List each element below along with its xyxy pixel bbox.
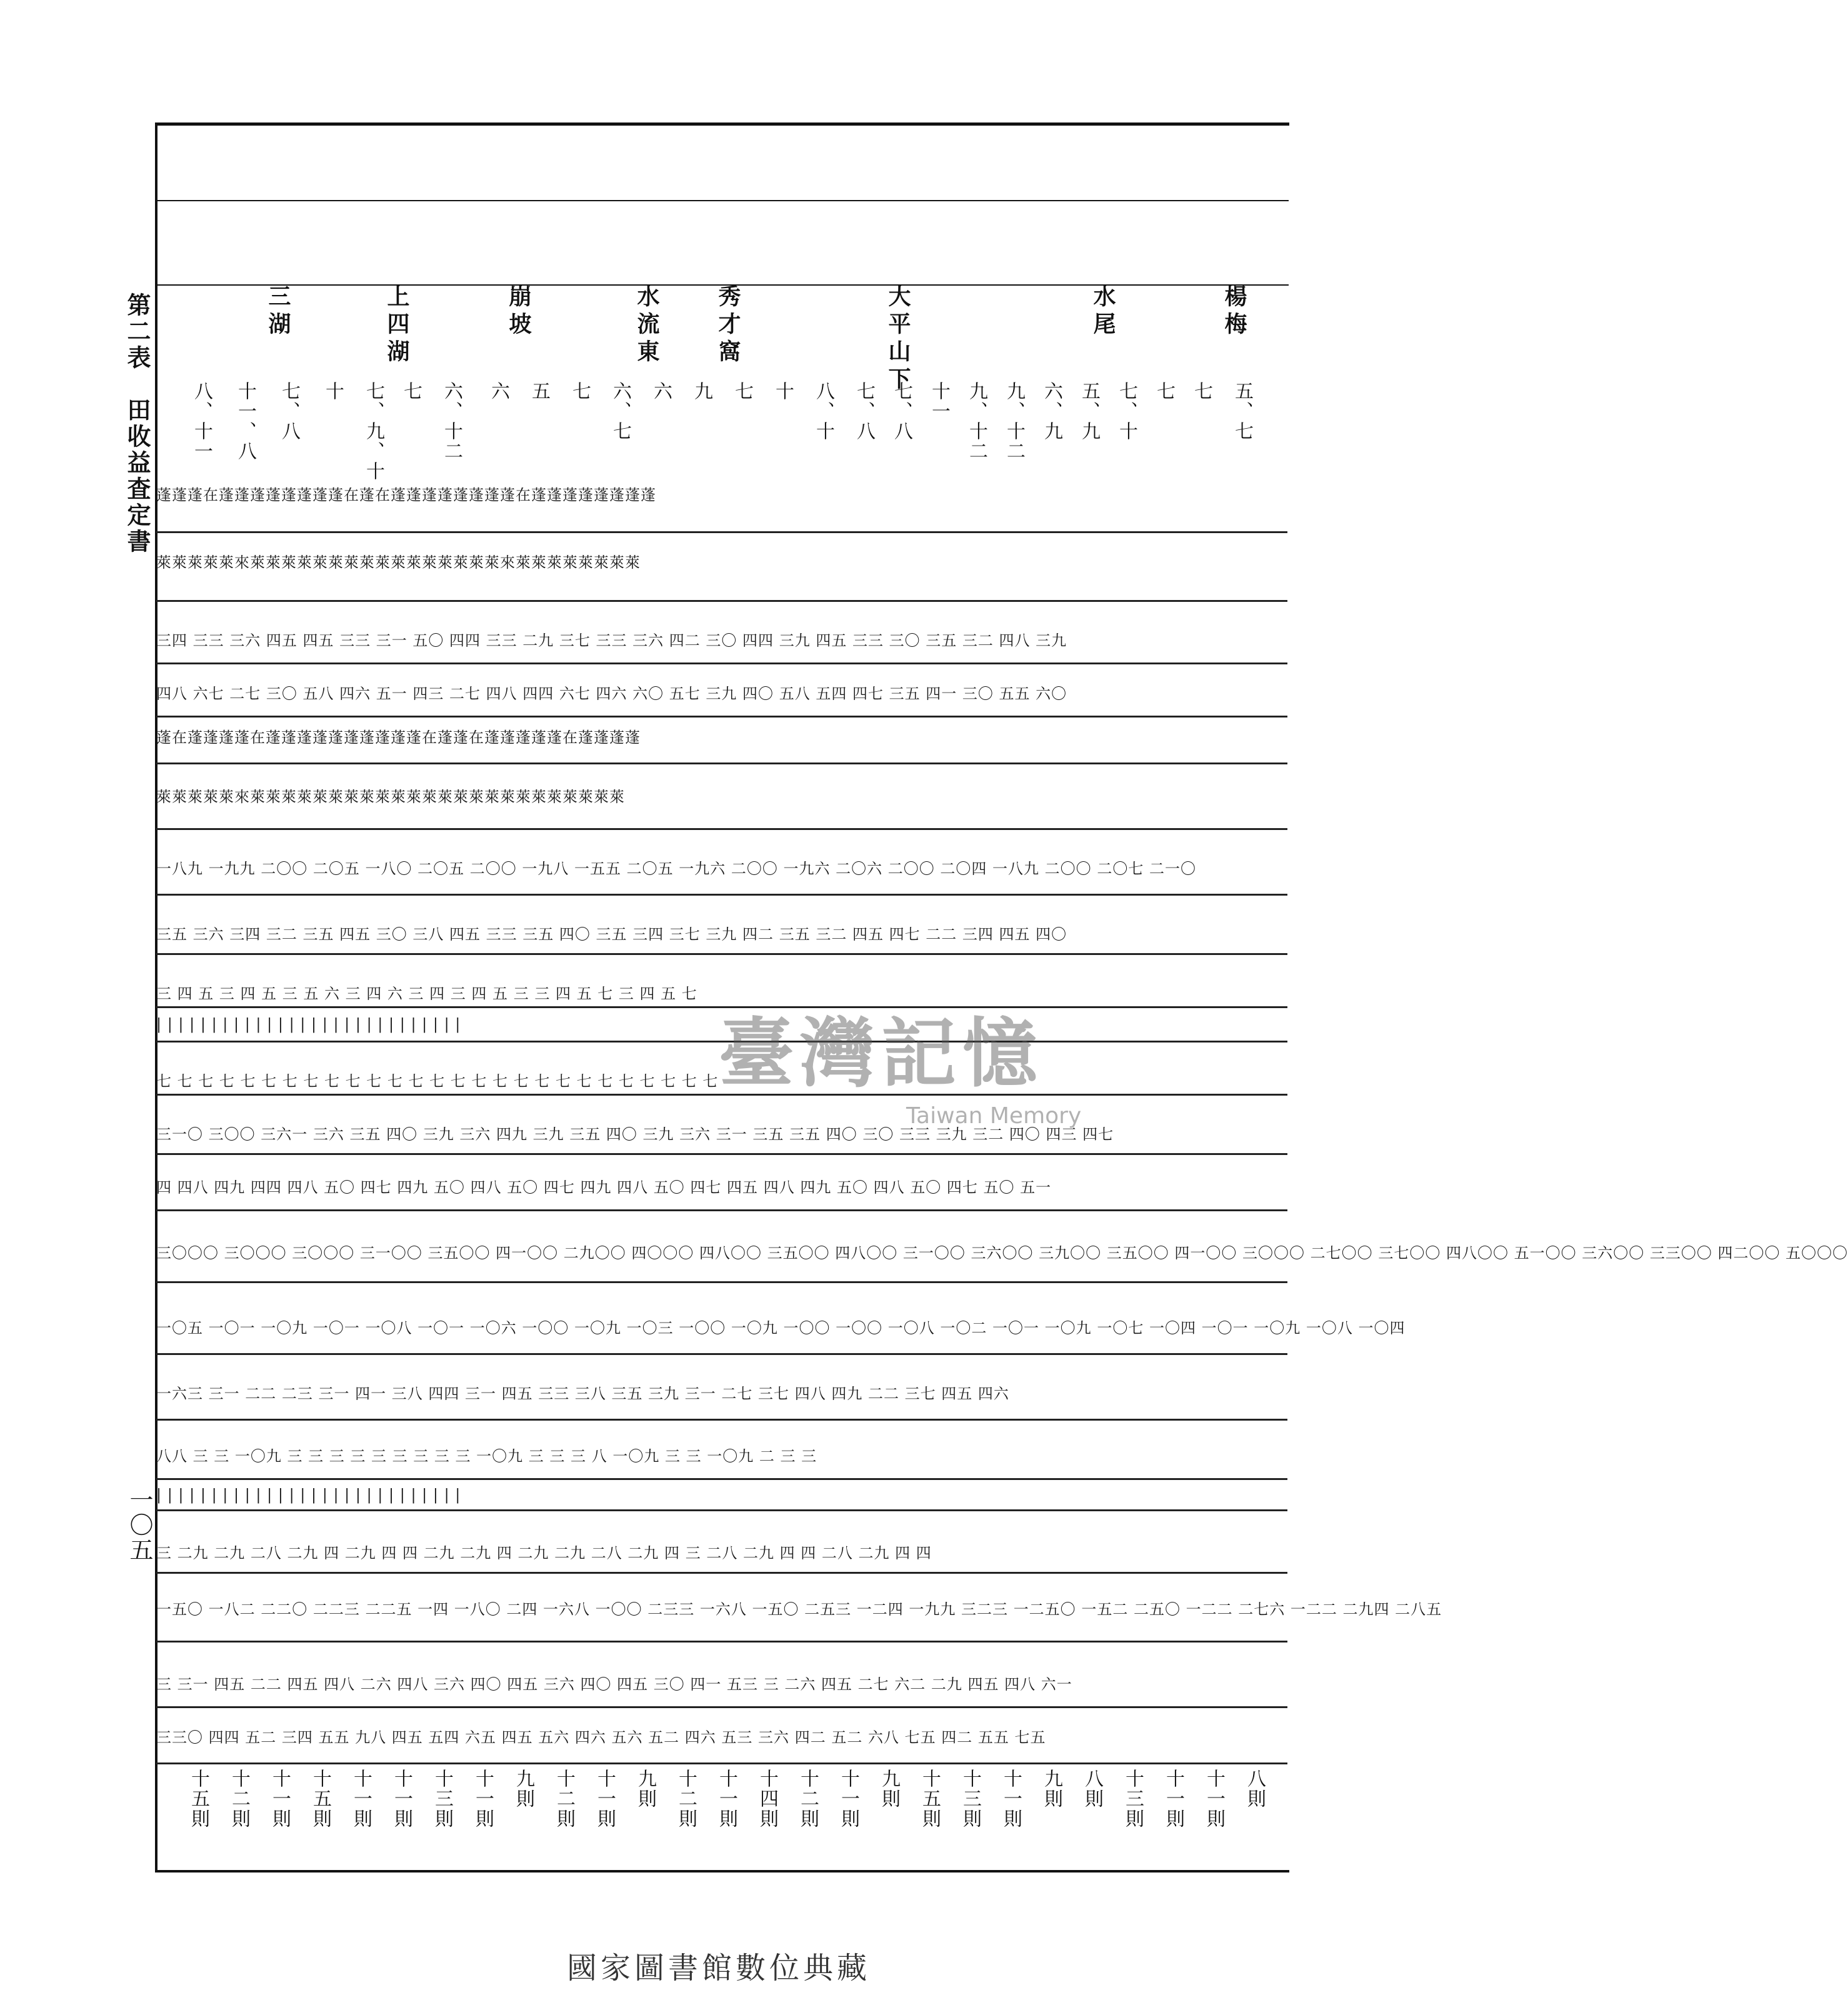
- data-row: 三五 三六 三四 三二 三五 四五 三〇 三八 四五 三三 三五 四〇 三五 三四 三七 三九 四二 三五 三二 四五 四七 二二 三四 四五 四〇: [156, 926, 1067, 943]
- grade-cell: 十三則: [1122, 1769, 1144, 1829]
- row-rule: [156, 1641, 1287, 1642]
- data-row: 一〇五 一〇一 一〇九 一〇一 一〇八 一〇一 一〇六 一〇〇 一〇九 一〇三 一〇〇 一〇九 一〇〇 一〇〇 一〇八 一〇二 一〇一 一〇九 一〇七 一〇四 一〇一 一〇九 一〇八 一〇四: [156, 1319, 1406, 1337]
- watermark: [719, 994, 1131, 1129]
- cell-value: 七、十: [1116, 381, 1137, 441]
- row-rule: [156, 1478, 1287, 1480]
- cell-value: 十: [322, 381, 344, 401]
- row-rule: [156, 1706, 1287, 1708]
- cell-value: 八、十一: [191, 381, 212, 461]
- row-rule: [156, 1209, 1287, 1211]
- cell-value: 七: [569, 381, 591, 401]
- cell-value: 七、九、十: [362, 381, 384, 481]
- cell-value: 五、九: [1078, 381, 1100, 441]
- cell-value: 七: [1153, 381, 1175, 401]
- grade-cell: 十一則: [1203, 1769, 1225, 1829]
- data-row: 萊萊萊萊萊來萊萊萊萊萊萊萊萊萊萊萊萊萊萊萊萊來萊萊萊萊萊萊萊萊: [156, 554, 641, 571]
- data-row: 一八九 一九九 二〇〇 二〇五 一八〇 二〇五 二〇〇 一九八 一五五 二〇五 一九六 二〇〇 一九六 二〇六 二〇〇 二〇四 一八九 二〇〇 二〇七 二一〇: [156, 860, 1196, 878]
- grade-cell: 十一則: [716, 1769, 737, 1829]
- grade-cell: 十一則: [269, 1769, 291, 1829]
- row-rule: [156, 1419, 1287, 1421]
- cell-value: 五: [528, 381, 550, 401]
- header-rule: [157, 200, 1289, 201]
- data-row: 三 四 五 三 四 五 三 五 六 三 四 六 三 四 三 四 五 三 三 四 五 七 三 四 五 七: [156, 985, 697, 1002]
- data-row: 蓬在蓬蓬蓬蓬在蓬蓬蓬蓬蓬蓬蓬蓬蓬蓬在蓬蓬在蓬蓬蓬蓬蓬在蓬蓬蓬蓬: [156, 729, 641, 746]
- page-number: 一〇五: [126, 1488, 153, 1562]
- grade-cell: 十一則: [1000, 1769, 1022, 1829]
- cell-value: 六、十二: [441, 381, 462, 461]
- watermark-cjk: 臺灣記憶: [719, 1009, 1044, 1098]
- data-row: 七 七 七 七 七 七 七 七 七 七 七 七 七 七 七 七 七 七 七 七 七 七 七 七 七 七 七: [156, 1072, 719, 1090]
- cell-value: 七、八: [891, 381, 912, 441]
- cell-value: 七: [731, 381, 753, 401]
- cell-value: 六: [650, 381, 672, 401]
- row-rule: [156, 894, 1287, 896]
- cell-value: 七: [1191, 381, 1212, 401]
- data-row: | | | | | | | | | | | | | | | | | | | | | | | | | | | |: [156, 1016, 461, 1033]
- grade-cell: 八則: [1244, 1769, 1266, 1809]
- row-rule: [156, 1572, 1287, 1574]
- watermark-en: Taiwan Memory: [906, 1103, 1082, 1129]
- location-name: 水流東: [634, 284, 660, 367]
- grade-cell: 九則: [512, 1769, 534, 1809]
- cell-value: 六、九: [1041, 381, 1062, 441]
- row-rule: [156, 662, 1287, 664]
- cell-value: 七: [400, 381, 422, 401]
- data-row: 萊萊萊萊萊來萊萊萊萊萊萊萊萊萊萊萊萊萊萊萊萊萊萊萊萊萊萊萊萊: [156, 788, 625, 806]
- footer-credit: 國家圖書館數位典藏: [566, 1951, 871, 1986]
- cell-value: 九、十二: [1003, 381, 1025, 461]
- location-name: 楊梅: [1221, 284, 1247, 339]
- cell-value: 七、八: [278, 381, 300, 441]
- table-title: 第二表 田收益査定書: [123, 292, 151, 555]
- location-name: 秀才窩: [715, 284, 741, 367]
- cell-value: 五、七: [1231, 381, 1253, 441]
- grade-cell: 十一則: [391, 1769, 412, 1829]
- data-row: 八八 三 三 一〇九 三 三 三 三 三 三 三 三 三 一〇九 三 三 三 八 一〇九 三 三 一〇九 二 三 三: [156, 1448, 817, 1465]
- data-row: 蓬蓬蓬在蓬蓬蓬蓬蓬蓬蓬蓬在蓬在蓬蓬蓬蓬蓬蓬蓬蓬在蓬蓬蓬蓬蓬蓬蓬蓬: [156, 486, 656, 504]
- grade-cell: 十四則: [756, 1769, 778, 1829]
- cell-value: 七、八: [853, 381, 875, 441]
- row-rule: [156, 531, 1287, 533]
- location-name: 崩坡: [506, 284, 532, 339]
- location-name: 三湖: [265, 284, 291, 339]
- cell-value: 六: [487, 381, 509, 401]
- data-row: 一五〇 一八二 二二〇 二二三 二二五 一四 一八〇 二四 一六八 一〇〇 二三三 一六八 一五〇 二五三 一二四 一九九 三二三 一二五〇 一五二 二五〇 一二二 二七六 一二二 二九四 二八五: [156, 1601, 1442, 1618]
- row-rule: [156, 716, 1287, 718]
- row-rule: [156, 1509, 1287, 1511]
- bottom-border: [155, 1870, 1289, 1872]
- grade-cell: 九則: [1041, 1769, 1062, 1809]
- row-rule: [156, 1281, 1287, 1283]
- data-row: 四 四八 四九 四四 四八 五〇 四七 四九 五〇 四八 五〇 四七 四九 四八 五〇 四七 四五 四八 四九 五〇 四八 五〇 四七 五〇 五一: [156, 1179, 1052, 1196]
- cell-value: 八、十: [812, 381, 834, 441]
- location-name: 水尾: [1090, 284, 1116, 339]
- row-rule: [156, 762, 1287, 764]
- data-row: 三〇〇〇 三〇〇〇 三〇〇〇 三一〇〇 三五〇〇 四一〇〇 二九〇〇 四〇〇〇 四八〇〇 三五〇〇 四八〇〇 三一〇〇 三六〇〇 三九〇〇 三五〇〇 四一〇〇 三〇〇〇 二七〇〇 三七〇〇 四八〇〇 五一〇〇 三六〇〇 三三〇〇 四二〇〇 五〇〇〇: [156, 1244, 1848, 1262]
- cell-value: 十: [772, 381, 794, 401]
- row-rule: [156, 953, 1287, 955]
- cell-value: 六、七: [609, 381, 631, 441]
- grade-cell: 九則: [878, 1769, 900, 1809]
- data-row: 四八 六七 二七 三〇 五八 四六 五一 四三 二七 四八 四四 六七 四六 六〇 五七 三九 四〇 五八 五四 四七 三五 四一 三〇 五五 六〇: [156, 685, 1067, 702]
- row-rule: [156, 600, 1287, 602]
- grade-cell: 十三則: [431, 1769, 453, 1829]
- location-name: 上四湖: [384, 284, 410, 367]
- grade-cell: 十一則: [1162, 1769, 1184, 1829]
- cell-value: 九: [691, 381, 712, 401]
- data-row: | | | | | | | | | | | | | | | | | | | | | | | | | | | |: [156, 1486, 461, 1504]
- grade-cell: 十三則: [959, 1769, 981, 1829]
- grade-cell: 十二則: [228, 1769, 250, 1829]
- cell-value: 十一: [928, 381, 950, 421]
- row-rule: [156, 1353, 1287, 1355]
- row-rule: [156, 828, 1287, 830]
- grade-cell: 九則: [634, 1769, 656, 1809]
- data-row: 三三〇 四四 五二 三四 五五 九八 四五 五四 六五 四五 五六 四六 五六 五二 四六 五三 三六 四二 五二 六八 七五 四二 五五 七五: [156, 1729, 1046, 1746]
- data-row: 三 三一 四五 二二 四五 四八 二六 四八 三六 四〇 四五 三六 四〇 四五 三〇 四一 五三 三 二六 四五 二七 六二 二九 四五 四八 六一: [156, 1676, 1072, 1693]
- data-row: 三一〇 三〇〇 三六一 三六 三五 四〇 三九 三六 四九 三九 三五 四〇 三九 三六 三一 三五 三五 四〇 三〇 三三 三九 三二 四〇 四三 四七: [156, 1126, 1114, 1143]
- grade-cell: 八則: [1081, 1769, 1103, 1809]
- data-row: 三四 三三 三六 四五 四五 三三 三一 五〇 四四 三三 二九 三七 三三 三六 四二 三〇 四四 三九 四五 三三 三〇 三五 三二 四八 三九: [156, 632, 1067, 649]
- grade-cell: 十一則: [594, 1769, 616, 1829]
- grade-cell: 十一則: [350, 1769, 372, 1829]
- grade-cell: 十二則: [675, 1769, 697, 1829]
- cell-value: 十一、八: [234, 381, 256, 461]
- grade-cell: 十二則: [797, 1769, 819, 1829]
- grade-cell: 十五則: [187, 1769, 209, 1829]
- grade-cell: 十一則: [837, 1769, 859, 1829]
- grade-cell: 十五則: [919, 1769, 941, 1829]
- top-border: [155, 122, 1289, 126]
- grade-cell: 十五則: [309, 1769, 331, 1829]
- row-rule: [156, 1762, 1287, 1764]
- location-name: 大平山下: [885, 284, 911, 394]
- grade-cell: 十一則: [472, 1769, 494, 1829]
- grade-cell: 十二則: [553, 1769, 575, 1829]
- data-row: 三 二九 二九 二八 二九 四 二九 四 四 二九 二九 四 二九 二九 二八 二九 四 三 二八 二九 四 四 二八 二九 四 四: [156, 1544, 932, 1562]
- data-row: 一六三 三一 二二 二三 三一 四一 三八 四四 三一 四五 三三 三八 三五 三九 三一 二七 三七 四八 四九 二二 三七 四五 四六: [156, 1385, 1009, 1402]
- row-rule: [156, 1153, 1287, 1155]
- cell-value: 九、十二: [966, 381, 987, 461]
